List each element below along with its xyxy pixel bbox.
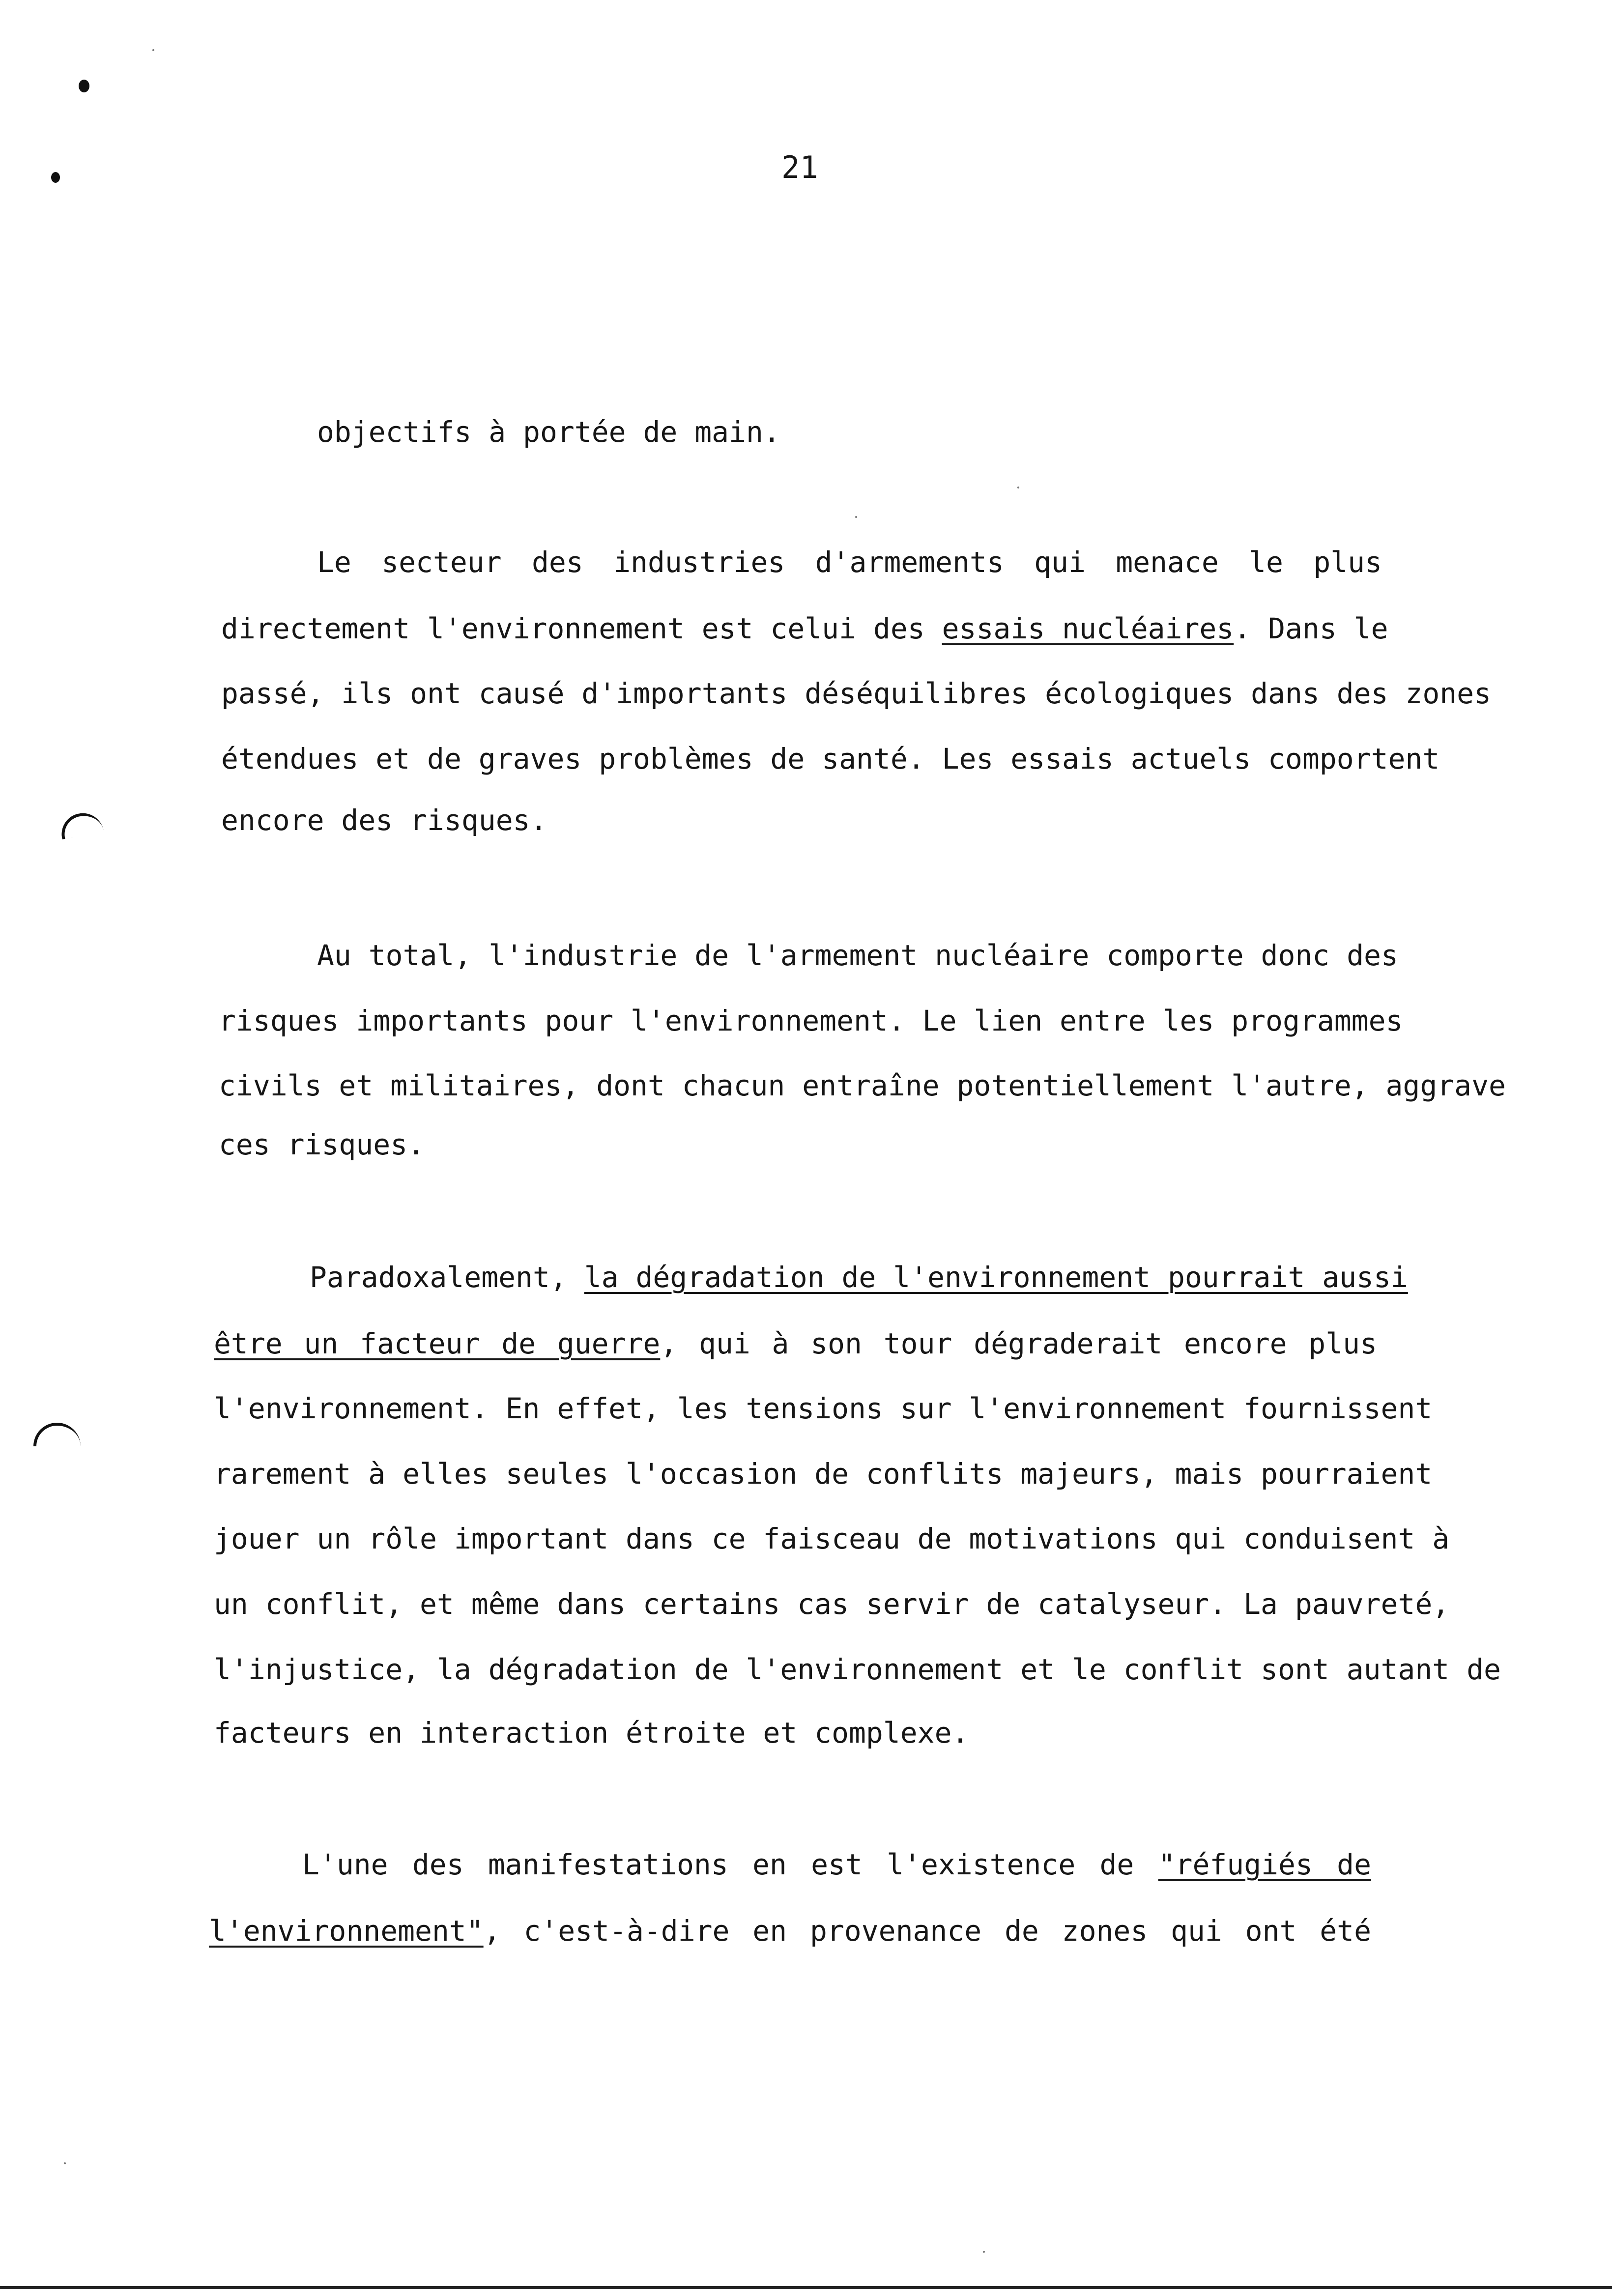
underlined-phrase: l'environnement"	[209, 1914, 484, 1948]
text-line: l'environnement. En effet, les tensions sur l'environnement fournissent	[214, 1392, 1433, 1425]
text-line: facteurs en interaction étroite et complexe.	[214, 1716, 969, 1750]
scan-speck	[64, 2162, 66, 2164]
text-line: encore des risques.	[221, 804, 547, 837]
underlined-phrase: être un facteur de guerre	[214, 1327, 661, 1360]
text-segment: L'une des manifestations en est l'existence de	[302, 1848, 1158, 1881]
text-line: risques importants pour l'environnement. Le lien entre les programmes	[219, 1004, 1403, 1037]
text-line: passé, ils ont causé d'importants déséquilibres écologiques dans des zones	[221, 677, 1492, 710]
text-line: un conflit, et même dans certains cas servir de catalyseur. La pauvreté,	[214, 1587, 1450, 1621]
text-line: civils et militaires, dont chacun entraîne potentiellement l'autre, aggrave	[219, 1069, 1506, 1102]
text-segment: , qui à son tour dégraderait encore plus	[660, 1327, 1377, 1360]
text-line	[310, 1261, 1408, 1294]
scan-bottom-edge	[0, 2286, 1612, 2289]
scan-speck	[152, 49, 154, 51]
underlined-phrase: la dégradation de l'environnement pourrait aussi	[584, 1261, 1408, 1294]
scan-speck	[855, 516, 857, 518]
scan-speck	[983, 2251, 985, 2253]
punch-hole-mark	[58, 810, 104, 839]
text-segment: , c'est-à-dire en provenance de zones qui ont été	[483, 1914, 1371, 1948]
text-line: l'injustice, la dégradation de l'environnement et le conflit sont autant de	[214, 1653, 1501, 1686]
text-line: étendues et de graves problèmes de santé. Les essais actuels comportent	[221, 742, 1440, 775]
text-segment: . Dans le	[1234, 612, 1388, 645]
underlined-phrase: essais nucléaires	[942, 612, 1234, 645]
punch-hole-mark	[33, 1423, 81, 1446]
text-line	[214, 1329, 1377, 1358]
scan-mark	[79, 80, 89, 92]
text-line: Le secteur des industries d'armements qui menace le plus	[317, 545, 1382, 579]
text-line: objectifs à portée de main.	[317, 415, 780, 449]
page-number: 21	[781, 149, 818, 185]
scan-speck	[1017, 487, 1019, 488]
text-line	[221, 612, 1388, 645]
text-line: jouer un rôle important dans ce faisceau de motivations qui conduisent à	[214, 1522, 1450, 1555]
text-line: Au total, l'industrie de l'armement nucléaire comporte donc des	[317, 939, 1398, 972]
underlined-phrase: "réfugiés de	[1158, 1848, 1371, 1881]
text-segment: directement l'environnement est celui des	[221, 612, 942, 645]
text-line: ces risques.	[219, 1128, 425, 1161]
scan-mark	[51, 172, 60, 183]
text-line	[209, 1914, 1371, 1948]
text-line	[302, 1850, 1371, 1879]
text-line: rarement à elles seules l'occasion de conflits majeurs, mais pourraient	[214, 1457, 1433, 1491]
text-segment: Paradoxalement,	[310, 1261, 584, 1294]
